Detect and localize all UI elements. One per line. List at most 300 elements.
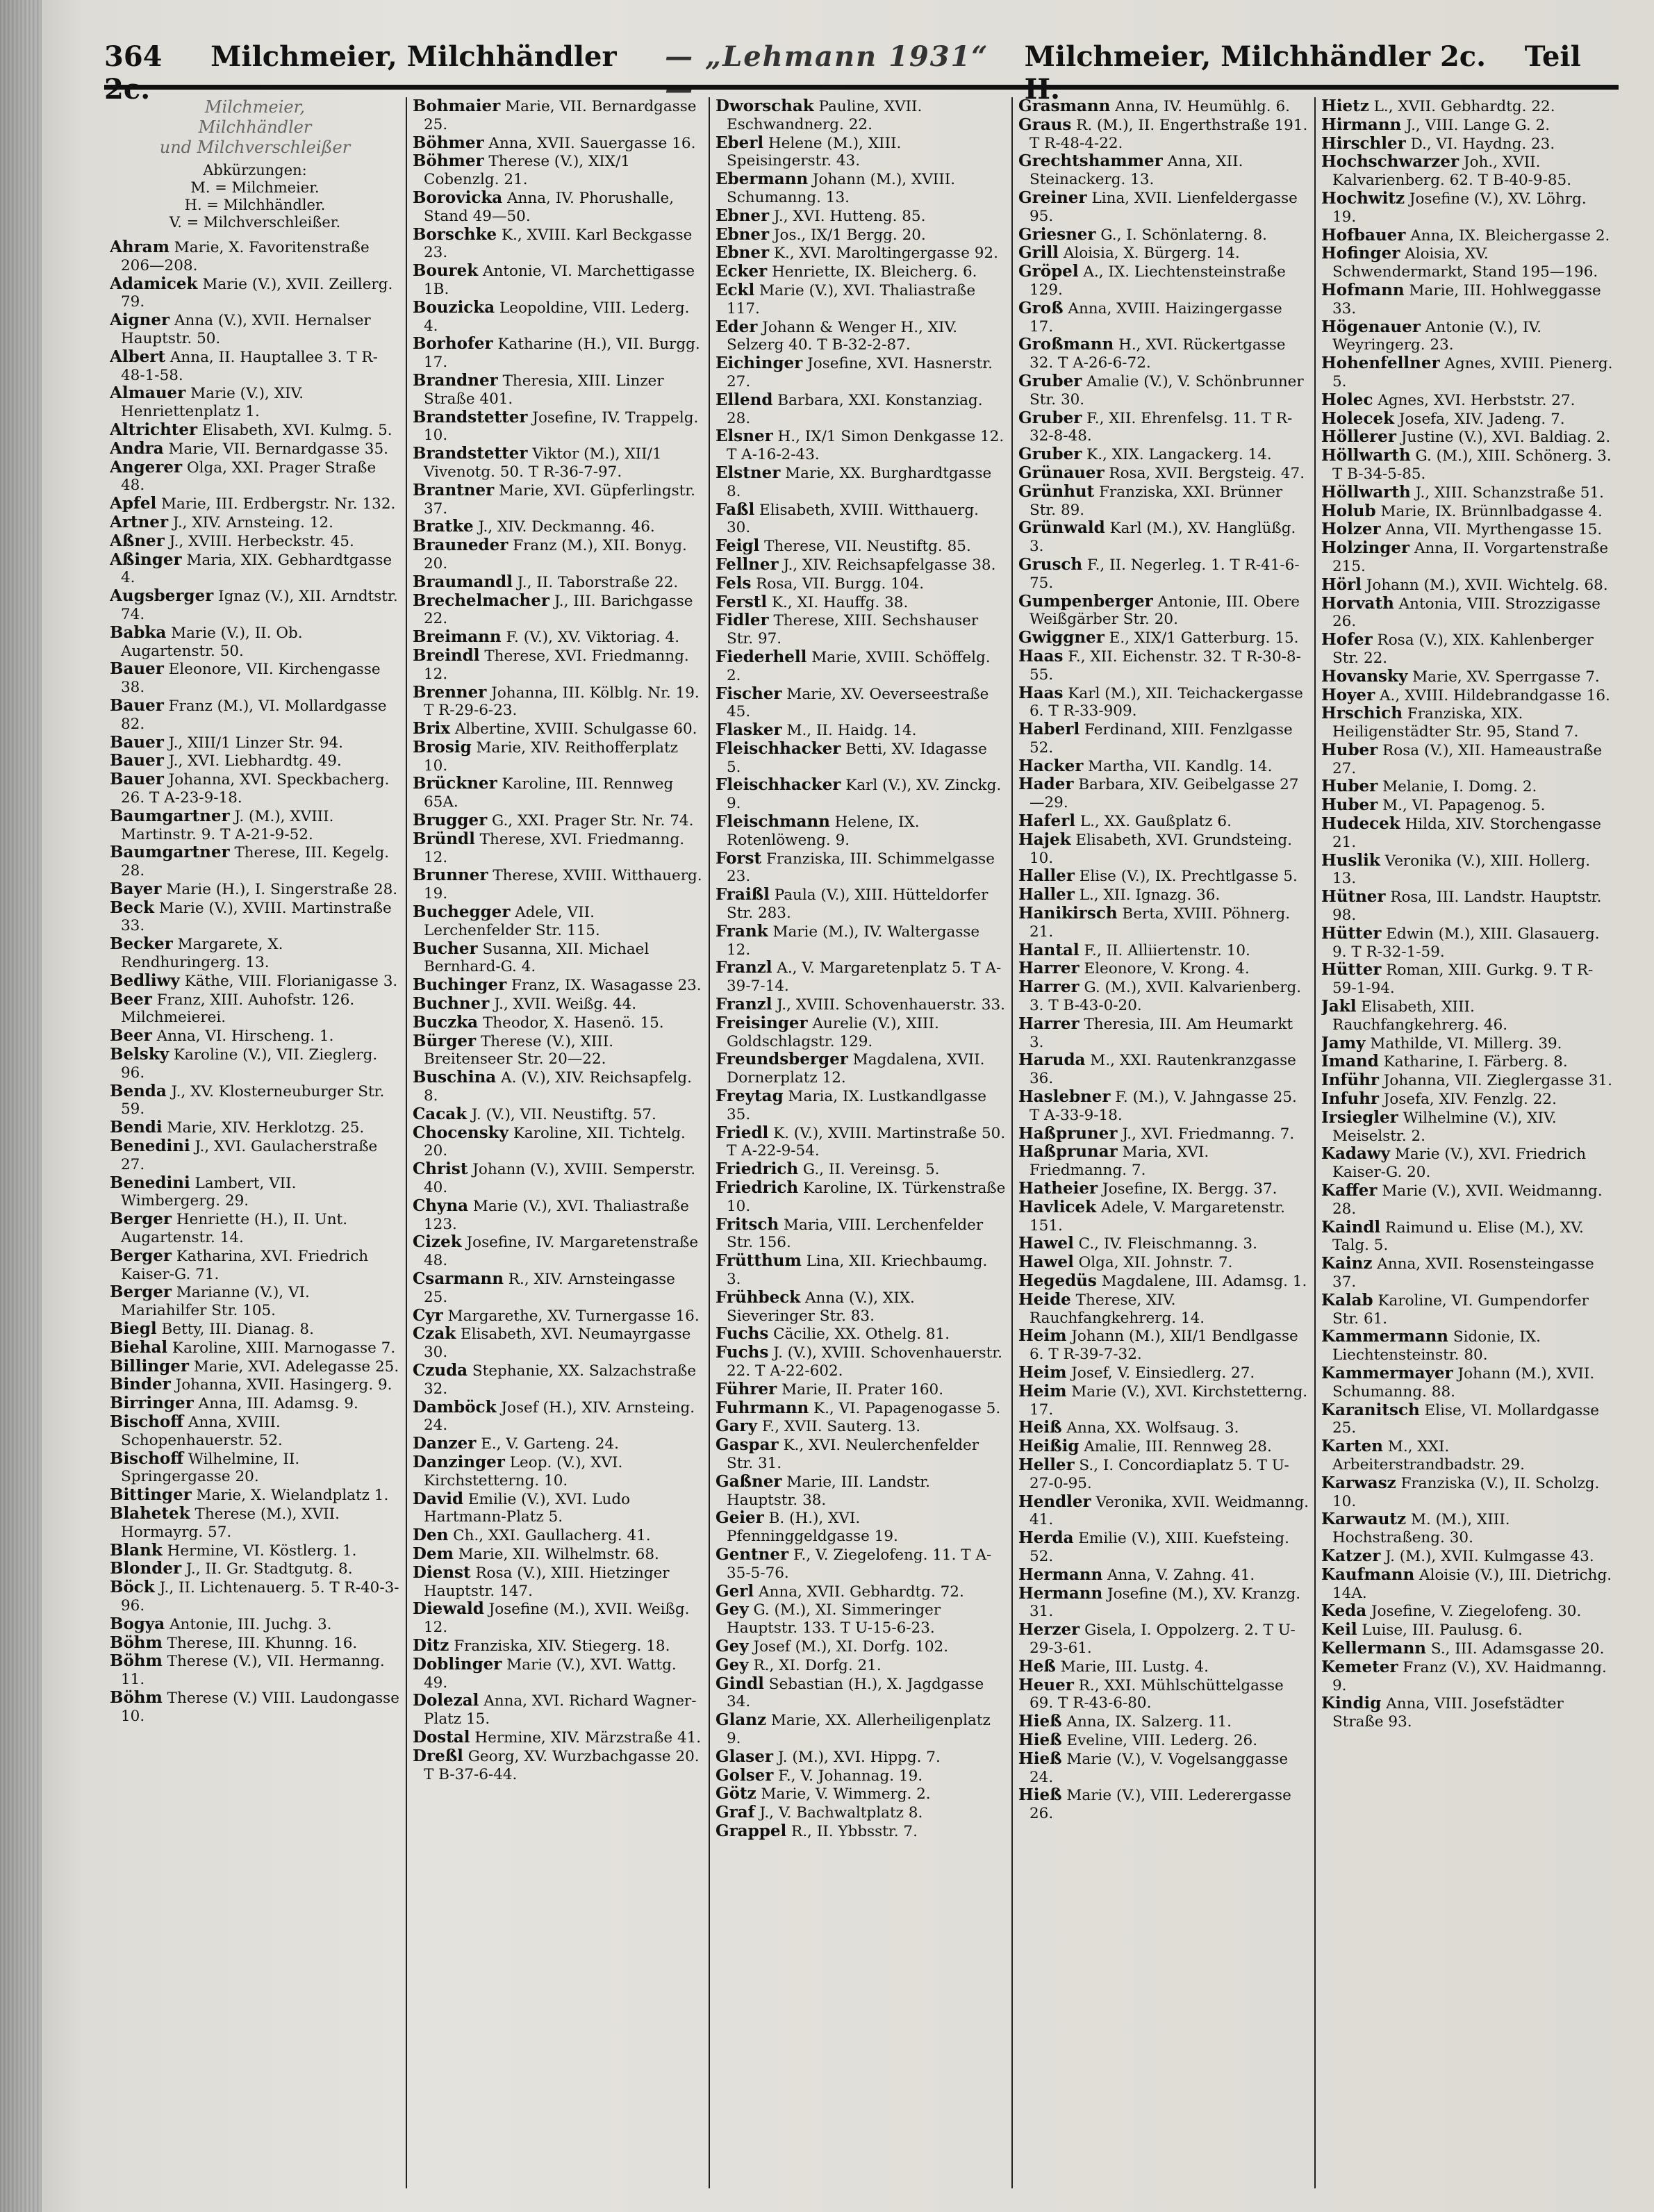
entry-surname: Almauer [110, 384, 186, 403]
entry-details: Hermine, XIV. Märzstraße 41. [470, 1728, 702, 1747]
entry-surname: Beer [110, 1027, 152, 1046]
entry-surname: Hajek [1018, 830, 1071, 849]
directory-entry [1321, 631, 1613, 668]
directory-entry [1321, 576, 1613, 595]
entry-surname: Höllwarth [1321, 483, 1411, 502]
entry-details: R., XI. Dorfg. 21. [748, 1656, 882, 1674]
entry-details: Josefine, IV. Trappelg. 10. [424, 408, 699, 445]
entry-surname: Hochschwarzer [1321, 153, 1459, 172]
entry-details: J., II. Lichtenauerg. 5. T R-40-3-96. [121, 1579, 399, 1615]
entry-surname: Frühbeck [716, 1288, 801, 1307]
directory-entry [716, 1087, 1006, 1124]
directory-entry [413, 1435, 703, 1453]
entry-surname: Fraißl [716, 886, 770, 905]
entry-surname: Haberl [1018, 720, 1080, 739]
entry-details: Jos., IX/1 Bergg. 20. [769, 226, 926, 244]
entry-details: Marie, X. Wielandplatz 1. [191, 1487, 389, 1505]
directory-columns [104, 97, 1619, 2188]
entry-surname: Berger [110, 1210, 172, 1229]
entry-surname: Brix [413, 720, 451, 738]
entry-surname: Dem [413, 1544, 454, 1563]
entry-surname: Hermann [1018, 1565, 1103, 1584]
entry-surname: Fidler [716, 611, 769, 630]
entry-surname: Elsner [716, 427, 773, 446]
directory-entry [1321, 1182, 1613, 1219]
directory-entry [1018, 1676, 1309, 1713]
entry-surname: Ecker [716, 263, 768, 281]
entry-surname: Cacak [413, 1105, 468, 1123]
entry-surname: Kemeter [1321, 1658, 1398, 1676]
entry-surname: Haßprunar [1018, 1143, 1118, 1162]
directory-entry [716, 1124, 1006, 1161]
entry-details: R. (M.), II. Engerthstraße 191. T R-48-4-22. [1029, 116, 1308, 152]
entry-details: J. (M.), XVIII. Martinstr. 9. T A-21-9-52. [121, 807, 334, 843]
page-number: 364 [104, 40, 163, 73]
entry-details: Therese, XVI. Friedmanng. 12. [424, 647, 689, 683]
entry-surname: Hovansky [1321, 667, 1408, 686]
entry-surname: Hofinger [1321, 245, 1400, 263]
entry-surname: Bauer [110, 696, 164, 715]
directory-entry [1018, 1750, 1309, 1787]
entry-details: Rosa (V.), XIX. Kahlenberger Str. 22. [1332, 632, 1594, 667]
entry-details: Veronika, XVII. Weidmanng. 41. [1029, 1493, 1309, 1529]
entry-details: Marie, V. Wimmerg. 2. [756, 1785, 931, 1804]
entry-details: Karl (M.), XII. Teichackergasse 6. T R-33-909. [1029, 684, 1303, 720]
entry-details: Joh., XVII. Kalvarienberg. 62. T B-40-9-85. [1332, 154, 1572, 190]
directory-entry [716, 996, 1006, 1014]
entry-details: Johann & Wenger H., XIV. Selzerg 40. T B-32-2-87. [727, 318, 958, 354]
entry-surname: Freisinger [716, 1014, 808, 1032]
entry-surname: Diewald [413, 1600, 484, 1619]
directory-entry [110, 1652, 400, 1689]
entry-surname: Benedini [110, 1137, 190, 1156]
entry-details: Karoline, III. Rennweg 65A. [424, 775, 674, 811]
entry-surname: Bohmaier [413, 97, 501, 115]
entry-surname: Höllwarth [1321, 447, 1411, 465]
entry-details: Karl (M.), XV. Hanglüßg. 3. [1029, 520, 1296, 556]
directory-entry [110, 752, 400, 770]
entry-details: E., XIX/1 Gatterburg. 15. [1104, 629, 1299, 647]
entry-surname: Altrichter [110, 420, 198, 439]
entry-surname: Friedl [716, 1123, 769, 1142]
entry-details: Karoline, IX. Türkenstraße 10. [727, 1180, 1006, 1215]
directory-entry [1018, 1327, 1309, 1364]
directory-entry [1321, 520, 1613, 539]
entry-details: J., XVII. Weißg. 44. [489, 996, 637, 1014]
directory-entry [716, 134, 1006, 171]
entry-surname: Brunner [413, 866, 488, 885]
entry-details: Marie (V.), XIV. Henriettenplatz 1. [121, 385, 304, 421]
directory-entry [413, 1325, 703, 1362]
part-label: Teil [1524, 40, 1581, 73]
entry-surname: Hatheier [1018, 1180, 1098, 1198]
entry-surname: Augsberger [110, 587, 214, 606]
section-intro [110, 97, 400, 231]
entry-details: K., XVI. Neulerchenfelder Str. 31. [727, 1437, 979, 1472]
entry-surname: Benedini [110, 1173, 190, 1192]
entry-details: Betty, III. Dianag. 8. [156, 1321, 314, 1339]
entry-details: Karl (V.), XV. Zinckg. 9. [727, 777, 1002, 813]
directory-entry [413, 830, 703, 867]
entry-details: Magdalena, XVII. Dornerplatz 12. [727, 1051, 985, 1087]
directory-entry [1018, 1253, 1309, 1272]
directory-entry [413, 995, 703, 1014]
entry-details: Johanna, VII. Zieglergasse 31. [1378, 1072, 1612, 1090]
entry-details: Emilie (V.), XVI. Ludo Hartmann-Platz 5. [424, 1490, 631, 1526]
directory-entry [1321, 1566, 1613, 1603]
entry-details: Elisabeth, XVI. Kulmg. 5. [197, 421, 392, 439]
directory-entry [110, 1210, 400, 1247]
entry-details: Maria, XVI. Friedmanng. 7. [1029, 1144, 1209, 1180]
entry-details: Ignaz (V.), XII. Arndtstr. 74. [121, 588, 398, 623]
directory-entry [413, 976, 703, 995]
directory-entry [413, 1564, 703, 1601]
entry-surname: Dolezal [413, 1692, 479, 1710]
entry-details: Therese (V.) VIII. Laudongasse 10. [121, 1689, 399, 1725]
entry-surname: Hoyer [1321, 686, 1375, 704]
directory-entry [1321, 668, 1613, 686]
directory-entry [1018, 445, 1309, 464]
entry-details: Adele, VII. Lerchenfelder Str. 115. [424, 904, 600, 939]
entry-details: F., XVII. Sauterg. 13. [757, 1418, 921, 1436]
entry-details: Katharina, XVI. Friedrich Kaiser-G. 71. [121, 1247, 369, 1283]
entry-details: Eveline, VIII. Lederg. 26. [1061, 1731, 1258, 1749]
directory-entry [110, 880, 400, 899]
entry-surname: Herda [1018, 1529, 1074, 1548]
directory-entry [1321, 961, 1613, 998]
entry-details: Olga, XII. Johnstr. 7. [1073, 1254, 1233, 1272]
entry-surname: Katzer [1321, 1546, 1381, 1565]
entry-details: Marie (V.), V. Vogelsanggasse 24. [1029, 1750, 1289, 1786]
entry-details: Aurelie (V.), XIII. Goldschlagstr. 129. [727, 1014, 939, 1050]
entry-details: K., XI. Hauffg. 38. [767, 593, 909, 611]
entry-details: Elisabeth, XIII. Rauchfangkehrerg. 46. [1332, 998, 1508, 1034]
entry-surname: Huber [1321, 741, 1378, 759]
entry-surname: Berger [110, 1246, 172, 1265]
entry-details: Franziska, XIV. Stiegerg. 18. [449, 1637, 670, 1655]
directory-entry [110, 1082, 400, 1119]
entry-surname: Eder [716, 317, 758, 336]
entry-details: Theresia, III. Am Heumarkt 3. [1029, 1015, 1293, 1051]
entry-details: Marie (H.), I. Singerstraße 28. [161, 880, 398, 898]
entry-surname: Braumandl [413, 572, 513, 591]
entry-surname: Berger [110, 1283, 172, 1302]
entry-details: Therese, XIII. Sechshauser Str. 97. [727, 612, 979, 648]
directory-entry [716, 1160, 1006, 1179]
directory-entry [110, 935, 400, 972]
entry-details: Wilhelmine (V.), XIV. Meiselstr. 2. [1332, 1109, 1557, 1145]
entry-surname: Holec [1321, 390, 1373, 409]
entry-surname: Heiß [1018, 1419, 1062, 1437]
entry-details: Ferdinand, XIII. Fenzlgasse 52. [1029, 721, 1293, 757]
directory-entry [413, 940, 703, 977]
entry-details: Berta, XVIII. Pöhnerg. 21. [1029, 905, 1291, 941]
entry-surname: Grasmann [1018, 97, 1111, 115]
entry-surname: Haferl [1018, 812, 1076, 831]
entry-details: Leop. (V.), XVI. Kirchstetterng. 10. [424, 1453, 623, 1489]
entry-surname: Heim [1018, 1327, 1067, 1346]
entry-surname: Haas [1018, 684, 1064, 702]
entry-surname: Brandstetter [413, 445, 528, 463]
entry-details: Albertine, XVIII. Schulgasse 60. [450, 720, 697, 738]
directory-entry [110, 440, 400, 459]
directory-entry [716, 263, 1006, 281]
directory-entry [716, 281, 1006, 318]
entry-details: Anna, III. Adamsg. 9. [193, 1395, 358, 1413]
entry-details: J. (M.), XVII. Kulmgasse 43. [1380, 1547, 1594, 1565]
entry-details: Marie, XV. Sperrgasse 7. [1407, 668, 1600, 686]
entry-surname: Hütner [1321, 888, 1386, 907]
entry-surname: Benda [110, 1082, 167, 1100]
directory-entry [413, 1014, 703, 1032]
entry-details: K., XVI. Maroltingergasse 92. [769, 245, 998, 263]
directory-entry [716, 1014, 1006, 1051]
directory-entry [1018, 1125, 1309, 1144]
entry-surname: Artner [110, 513, 169, 531]
directory-entry [716, 1380, 1006, 1399]
directory-entry [716, 593, 1006, 612]
directory-entry [110, 1450, 400, 1487]
entry-surname: Kaufmann [1321, 1565, 1415, 1584]
directory-entry [413, 518, 703, 536]
entry-details: R., XXI. Mühlschüttelgasse 69. T R-43-6-80. [1029, 1676, 1284, 1712]
directory-entry [1018, 372, 1309, 409]
entry-details: Anna, V. Zahng. 41. [1102, 1566, 1255, 1584]
directory-entry [716, 648, 1006, 685]
entry-details: Franz (M.), XII. Bonyg. 20. [424, 537, 687, 572]
entry-surname: Haller [1018, 886, 1075, 905]
entry-details: J., XVI. Hutteng. 85. [769, 207, 926, 225]
entry-details: Sidonie, IX. Liechtensteinstr. 80. [1332, 1328, 1541, 1364]
directory-entry [1321, 1255, 1613, 1291]
entry-details: Anna, IV. Heumühlg. 6. [1110, 98, 1290, 115]
entry-surname: Hieß [1018, 1712, 1062, 1731]
entry-details: Franziska, III. Schimmelgasse 23. [727, 850, 995, 886]
entry-surname: Keil [1321, 1621, 1357, 1640]
directory-entry [110, 1560, 400, 1578]
entry-details: Lambert, VII. Wimbergerg. 29. [121, 1174, 297, 1210]
entry-surname: Eberl [716, 133, 764, 152]
entry-surname: Graf [716, 1804, 755, 1822]
entry-surname: Csarmann [413, 1270, 504, 1288]
entry-details: F., II. Negerleg. 1. T R-41-6-75. [1029, 556, 1300, 592]
directory-entry [1018, 1786, 1309, 1823]
directory-entry [716, 170, 1006, 207]
entries-list [110, 238, 400, 1726]
entry-details: Karoline, VI. Gumpendorfer Str. 61. [1332, 1291, 1589, 1328]
entry-surname: Dworschak [716, 97, 814, 115]
entry-surname: Hochwitz [1321, 189, 1405, 208]
entry-surname: David [413, 1489, 464, 1508]
entry-surname: Bürger [413, 1032, 477, 1050]
directory-entry [1018, 1198, 1309, 1235]
directory-entry [1018, 519, 1309, 556]
entry-surname: Danzinger [413, 1453, 505, 1471]
entry-details: J., V. Bachwaltplatz 8. [754, 1804, 923, 1822]
entry-details: Roman, XIII. Gurkg. 9. T R-59-1-94. [1332, 961, 1594, 998]
entry-surname: Graus [1018, 115, 1072, 134]
entry-details: Marie (V.), VIII. Lederergasse 26. [1029, 1787, 1291, 1823]
entry-surname: Ferstl [716, 593, 768, 611]
directory-entry [110, 1027, 400, 1046]
entry-details: J., XVI. Gaulacherstraße 27. [121, 1138, 378, 1173]
entry-surname: Gey [716, 1601, 749, 1619]
directory-entry [1018, 152, 1309, 189]
directory-entry [1018, 905, 1309, 941]
directory-entry [716, 1711, 1006, 1748]
directory-entry [1321, 1071, 1613, 1090]
entry-details: Marie, VII. Bernardgasse 25. [424, 98, 697, 133]
directory-entry [1321, 1090, 1613, 1109]
entry-details: J., XVIII. Herbeckstr. 45. [164, 532, 354, 550]
entry-details: Josefine, IX. Bergg. 37. [1098, 1180, 1277, 1198]
entry-details: Cäcilie, XX. Othelg. 81. [768, 1326, 950, 1344]
directory-entry [1321, 135, 1613, 154]
entry-surname: Kaffer [1321, 1182, 1378, 1200]
entry-surname: Groß [1018, 299, 1064, 317]
entry-details: Edwin (M.), XIII. Glasauerg. 9. T R-32-1-59. [1332, 925, 1600, 961]
entry-details: Helene (M.), XIII. Speisingerstr. 43. [727, 134, 902, 170]
entry-surname: Infuhr [1321, 1090, 1379, 1109]
entry-surname: Ebner [716, 244, 770, 263]
entry-surname: Ebner [716, 206, 770, 225]
entry-surname: Fels [716, 574, 752, 593]
directory-entry [413, 1398, 703, 1435]
entry-details: Therese (M.), XVII. Hormayrg. 57. [121, 1505, 340, 1541]
directory-entry [413, 134, 703, 153]
entry-details: Rosa, III. Landstr. Hauptstr. 98. [1332, 889, 1602, 925]
directory-entry [1018, 1015, 1309, 1052]
directory-entry [1018, 1419, 1309, 1437]
entry-details: J., XIII/1 Linzer Str. 94. [163, 734, 343, 752]
entry-details: J. (V.), XVIII. Schovenhauerstr. 22. T A-22-602. [727, 1344, 1003, 1380]
directory-entry [413, 775, 703, 811]
entry-details: Susanna, XII. Michael Bernhard-G. 4. [424, 940, 650, 976]
entry-details: Rosa (V.), XIII. Hietzinger Hauptstr. 147. [424, 1564, 670, 1600]
directory-entry [1321, 1621, 1613, 1640]
entry-details: M. (M.), XIII. Hochstraßeng. 30. [1332, 1511, 1510, 1547]
abbreviation-line: V. = Milchverschleißer. [169, 214, 341, 231]
directory-entry [1321, 318, 1613, 355]
directory-entry [1018, 1088, 1309, 1125]
entry-details: Marie, XVI. Adelegasse 25. [188, 1357, 399, 1376]
directory-entry [1018, 1456, 1309, 1493]
directory-entry [716, 1252, 1006, 1289]
directory-entry [1018, 1272, 1309, 1291]
directory-entry [716, 1656, 1006, 1675]
directory-entry [716, 923, 1006, 959]
entry-surname: Heide [1018, 1290, 1071, 1309]
directory-entry [110, 532, 400, 551]
section-title-line: Milchhändler [198, 117, 312, 137]
directory-entry [110, 421, 400, 440]
directory-entry [110, 459, 400, 495]
entry-surname: Großmann [1018, 336, 1114, 354]
directory-entry [716, 1804, 1006, 1822]
directory-entry [110, 1283, 400, 1320]
entry-surname: Bauer [110, 660, 164, 679]
directory-entry [413, 1362, 703, 1398]
entry-surname: Kalab [1321, 1291, 1373, 1310]
entry-details: Katharine, I. Färberg. 8. [1378, 1053, 1568, 1071]
entry-surname: Böhmer [413, 152, 484, 171]
entry-details: Marie, III. Lustg. 4. [1055, 1658, 1209, 1676]
entry-surname: Imand [1321, 1053, 1379, 1071]
entry-details: M., XXI. Arbeiterstrandbadstr. 29. [1332, 1438, 1525, 1474]
entry-details: Marie, III. Landstr. Hauptstr. 38. [727, 1473, 930, 1509]
entry-surname: Gary [716, 1417, 758, 1436]
entry-details: Marianne (V.), VI. Mariahilfer Str. 105. [121, 1284, 310, 1320]
entry-details: C., IV. Fleischmanng. 3. [1073, 1235, 1257, 1253]
directory-entry [1018, 1529, 1309, 1566]
entry-details: K., VI. Papagenogasse 5. [809, 1399, 1001, 1417]
entry-details: Martha, VII. Kandlg. 14. [1083, 757, 1273, 775]
entry-surname: Fiederhell [716, 647, 807, 666]
directory-entry [1321, 190, 1613, 226]
entry-details: Josefine (V.), XV. Löhrg. 19. [1332, 190, 1587, 226]
entry-surname: Karten [1321, 1437, 1383, 1456]
entry-details: Johanna, XVII. Hasingerg. 9. [170, 1376, 392, 1394]
directory-entry [110, 1339, 400, 1357]
directory-entry [1321, 1401, 1613, 1438]
directory-entry [413, 628, 703, 647]
entry-surname: Haruda [1018, 1051, 1086, 1070]
entry-surname: Breimann [413, 628, 502, 647]
entry-surname: Kaindl [1321, 1218, 1381, 1237]
entry-surname: Chocensky [413, 1123, 508, 1142]
entry-details: Käthe, VIII. Florianigasse 3. [179, 972, 398, 990]
directory-entry [716, 1767, 1006, 1785]
entry-surname: Franzl [716, 996, 772, 1014]
entry-details: Marie, XIV. Herklotzg. 25. [162, 1119, 365, 1137]
directory-entry [1321, 1437, 1613, 1474]
entry-details: Rosa (V.), XII. Hameaustraße 27. [1332, 741, 1603, 777]
entry-surname: Hofer [1321, 631, 1373, 650]
column-2 [407, 97, 710, 2188]
entry-details: Marie (V.), XVIII. Martinstraße 33. [121, 899, 392, 935]
entry-details: Anna, XVII. Gebhardtg. 72. [754, 1583, 964, 1601]
entry-details: Josefine, XVI. Hasnerstr. 27. [727, 355, 993, 390]
entry-surname: Hawel [1018, 1253, 1074, 1272]
directory-entry [716, 1344, 1006, 1380]
entry-surname: Grill [1018, 244, 1059, 263]
directory-entry [1321, 888, 1613, 925]
directory-entry [1321, 1602, 1613, 1621]
entry-surname: Hofbauer [1321, 226, 1406, 245]
entry-surname: Holecek [1321, 409, 1395, 428]
entry-surname: Karwasz [1321, 1474, 1396, 1492]
directory-entry [110, 1137, 400, 1174]
entry-details: Aloisia, XV. Schwendermarkt, Stand 195—196. [1332, 245, 1598, 281]
entry-surname: Feigl [716, 537, 760, 556]
entry-surname: Brantner [413, 481, 495, 500]
entry-details: Ch., XXI. Gaullacherg. 41. [448, 1527, 651, 1545]
directory-entry [413, 738, 703, 775]
entry-details: Maria, XIX. Gebhardtgasse 4. [121, 551, 392, 587]
directory-entry [1321, 1053, 1613, 1071]
directory-entry [716, 1399, 1006, 1418]
entry-details: Anna, XII. Steinackerg. 13. [1029, 153, 1243, 189]
entry-surname: Brandner [413, 371, 498, 390]
entry-details: J., XVI. Friedmanng. 7. [1117, 1125, 1295, 1143]
entry-details: Marie, VII. Bernardgasse 35. [163, 440, 388, 458]
entry-surname: Aßinger [110, 550, 182, 569]
directory-entry [413, 1032, 703, 1069]
entry-surname: Cyr [413, 1306, 443, 1325]
directory-entry [413, 335, 703, 372]
entry-details: K., XVIII. Karl Beckgasse 23. [424, 226, 693, 262]
directory-entry [413, 1728, 703, 1747]
